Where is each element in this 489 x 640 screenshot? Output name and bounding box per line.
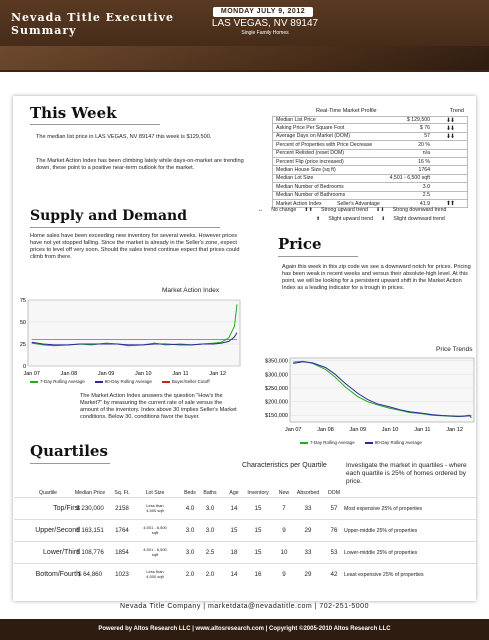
market-profile-table [272,108,468,208]
profile-row-value: 2.5 [422,192,430,199]
report-location: LAS VEGAS, NV 89147 [211,18,319,29]
quartile-cell-beds: 2.0 [185,571,195,578]
quartile-row [14,541,476,563]
mai-legend-item: 7-Day Rolling Average [30,379,85,384]
divider [278,256,358,257]
legend-strong-down: Strong downward trend [392,207,447,213]
quartile-cell-baths: 3.0 [205,505,215,512]
quartile-col-header: Quartile [38,490,58,496]
quartile-cell-q: Lower/Third [43,549,80,556]
y-tick-label: 75 [19,298,26,304]
report-title-line2: Summary [11,24,77,37]
quartile-cell-age: 15 [230,527,238,534]
quartile-cell-price: $ 163,151 [76,527,104,534]
quartile-col-header: Beds [184,490,196,496]
report-subtitle: Single Family Homes [241,30,289,36]
quartile-cell-new: 10 [280,549,288,556]
quartile-cell-inv: 16 [254,571,262,578]
quartile-cell-new: 9 [282,571,286,578]
quartile-description: Upper-middle 25% of properties [344,528,418,534]
this-week-para2: The Market Action Index has been climbing lately while days-on-market are trending down, these point to a positive near-term outlook for the market. [36,158,244,171]
quartile-characteristics-title: Characteristics per Quartile [242,462,327,469]
this-week-heading: This Week [30,104,117,122]
supply-demand-heading: Supply and Demand [30,208,188,224]
divider [30,124,160,125]
x-tick-label: Jan 10 [135,371,152,377]
price-legend-item: 90-Day Rolling Average [365,440,422,445]
mai-chart-title: Market Action Index [162,287,220,294]
quartile-cell-baths: 2.0 [205,571,215,578]
profile-row-label: Median Number of Bedrooms [276,183,344,190]
profile-row-value: 1764 [418,167,430,174]
quartile-cell-lot: Less than 4,500 sqft [146,569,164,579]
quartile-cell-abs: 29 [304,571,312,578]
supply-para: Home sales have been exceeding new inventory for several weeks. However prices have not yet stopped falling. Since the market is already in the Seller's zone, expect prices to level off very soon. Should the sales trend continue expect that prices could climb from there. [30,233,240,260]
x-tick-label: Jan 08 [317,427,334,433]
profile-row-label: Average Days on Market (DOM) [276,133,350,140]
quartile-cell-lot: 4,501 - 6,500 sqft [143,547,167,557]
quartile-cell-sqft: 1023 [115,571,129,578]
x-tick-label: Jan 10 [381,427,399,433]
quartile-cell-inv: 15 [254,549,262,556]
quartile-cell-dom: 57 [330,505,338,512]
x-tick-label: Jan 11 [172,371,189,377]
x-tick-label: Jan 12 [446,427,463,433]
profile-row-value: 4,501 - 6,500 sqft [389,175,430,182]
price-chart-title: Price Trends [436,346,473,353]
quartile-cell-inv: 15 [254,505,262,512]
profile-row-label: Percent Flip (price increased) [276,158,344,165]
quartile-cell-q: Top/First [53,505,80,512]
quartile-col-header: Lot Size [145,490,165,496]
quartile-col-header: Median Price [74,490,106,496]
quartile-cell-sqft: 1764 [115,527,129,534]
profile-row-label: Market Action Index [276,200,322,207]
trend-legend-row2 [316,216,445,222]
quartile-col-header: Inventory [247,490,269,496]
x-tick-label: Jan 12 [209,371,226,377]
profile-row [272,175,468,183]
quartile-cell-new: 7 [282,505,286,512]
mai-legend-item: Buyer/Seller Cutoff [162,379,210,384]
profile-row-value: 20 % [418,141,430,148]
y-tick-label: $150,000 [265,413,288,420]
profile-row-value: $ 129,500 [406,117,430,124]
quartile-description: Least expensive 25% of properties [344,572,424,578]
quartile-cell-lot: Less than 4,500 sqft [146,503,164,513]
divider [30,227,220,228]
y-tick-label: $200,000 [265,399,288,406]
profile-row [272,141,468,149]
quartile-cell-age: 14 [230,505,238,512]
market-action-index-chart [14,296,244,378]
profile-row [272,124,468,132]
quartile-cell-sqft: 1854 [115,549,129,556]
quartiles-heading: Quartiles [30,442,108,460]
quartile-cell-sqft: 2158 [115,505,129,512]
x-tick-label: Jan 07 [284,427,302,433]
profile-row-value: 57 [424,133,430,140]
profile-row [272,166,468,174]
divider [30,463,110,464]
quartile-cell-price: $ 64,860 [77,571,103,578]
quartile-cell-price: $ 108,776 [76,549,104,556]
report-date: MONDAY JULY 9, 2012 [213,7,313,17]
quartile-col-header: DOM [327,490,341,496]
trend-header: Trend [449,108,464,114]
profile-row-label: Median Lot Size [276,175,314,182]
x-tick-label: Jan 09 [97,371,115,377]
price-para: Again this week in this zip code we see a downward notch for prices. Pricing has been weak in recent weeks and versus their absolute-high level. At this point, we will be looking for a persistent upward shift in the Market Action Index as a leading indicator for a trough in prices. [282,264,471,291]
header-ribbon [0,46,489,70]
quartile-cell-new: 9 [282,527,286,534]
quartile-col-header: Age [229,490,239,496]
y-tick-label: 25 [19,342,26,348]
x-tick-label: Jan 08 [60,371,78,377]
plot-area [290,358,474,422]
quartile-cell-baths: 3.0 [205,527,215,534]
profile-row [272,192,468,200]
profile-row: Market Action Index Seller's Advantage 41.9 ⬆⬆ [272,200,468,208]
quartile-cell-abs: 33 [304,549,312,556]
profile-row [272,116,468,124]
profile-row-label: Percent Relisted (reset DOM) [276,150,345,157]
double-down-arrow-icon: ⬇⬇ [376,207,385,213]
profile-row-trend-icon: ⬆⬆ [445,201,455,208]
price-legend [300,440,422,445]
quartile-intro: Investigate the market in quartiles - where each quartile is 25% of homes ordered by price. [346,462,467,485]
powered-by-bar: Powered by Altos Research LLC | www.altosresearch.com | Copyright ©2005-2010 Altos Research LLC [0,619,489,640]
profile-row-value: $ 76 [419,125,430,132]
mai-legend [30,379,210,384]
mai-legend-item: 90-Day Rolling Average [95,379,152,384]
price-heading: Price [278,235,322,253]
y-tick-label: 50 [19,320,26,326]
profile-row [272,150,468,158]
profile-row-label: Median List Price [276,117,316,124]
y-tick-label: 0 [22,364,26,370]
quartile-cell-lot: 4,501 - 6,500 sqft [143,525,167,535]
y-tick-label: $350,000 [265,358,288,365]
quartile-cell-age: 14 [230,571,238,578]
profile-row-trend-icon: ⬇⬇ [445,125,455,132]
quartile-cell-inv: 15 [254,527,262,534]
profile-row-trend-icon: ⬇⬇ [445,133,455,140]
profile-row-label: Asking Price Per Square Foot [276,125,345,132]
mai-note: The Market Action Index answers the question "How's the Market?" by measuring the current rate of sale versus the amount of the inventory. Index above 30 implies Seller's Market conditions. Below 30, conditions favor the buyer. [80,393,237,420]
down-arrow-icon: ⬇ [381,216,386,222]
price-legend-item: 7-Day Rolling Average [300,440,355,445]
y-tick-label: $250,000 [265,385,288,392]
plot-area [28,300,240,366]
header-banner [0,0,489,72]
quartile-cell-beds: 4.0 [185,505,195,512]
double-up-arrow-icon: ⬆⬆ [304,207,313,213]
x-tick-label: Jan 11 [414,427,431,433]
this-week-para1: The median list price in LAS VEGAS, NV 89147 this week is $129,500. [36,134,212,140]
x-tick-label: Jan 09 [349,427,367,433]
quartile-cell-baths: 2.5 [205,549,215,556]
contact-line: Nevada Title Company | marketdata@nevadatitle.com | 702-251-5000 [120,603,369,610]
up-arrow-icon: ⬆ [316,216,321,222]
report-title [11,11,196,37]
quartile-description: Lower-middle 25% of properties [344,550,418,556]
quartile-cell-beds: 3.0 [185,549,195,556]
quartile-row [14,563,476,585]
quartile-cell-q: Upper/Second [35,527,80,534]
quartile-cell-abs: 33 [304,505,312,512]
profile-row-label: Median House Size (sq ft) [276,167,336,174]
profile-row-label: Median Number of Bathrooms [276,192,346,199]
profile-row-label: Percent of Properties with Price Decrease [276,141,373,148]
profile-row-trend-icon: ⬇⬇ [445,117,455,124]
quartile-cell-beds: 3.0 [185,527,195,534]
quartile-row [14,497,476,519]
profile-row-value: n/a [422,150,430,157]
quartile-description: Most expensive 25% of properties [344,506,423,512]
quartile-cell-dom: 53 [330,549,338,556]
legend-slight-up: Slight upward trend [328,216,374,222]
quartile-cell-dom: 76 [330,527,338,534]
quartile-cell-q: Bottom/Fourth [35,571,80,578]
no-change-icon: ↔ [258,207,264,213]
y-tick-label: $300,000 [265,372,288,379]
profile-row-value: 3.0 [422,183,430,190]
quartile-cell-abs: 29 [304,527,312,534]
profile-row [272,183,468,191]
legend-strong-up: Strong upward trend [320,207,368,213]
profile-row [272,133,468,141]
quartile-cell-age: 18 [230,549,238,556]
trend-legend-row1 [258,207,446,213]
market-profile-title: Real-Time Market Profile [316,108,377,114]
profile-row [272,158,468,166]
legend-no-change: No change [271,207,297,213]
profile-row-value: 16 % [418,158,430,165]
price-trends-chart [256,354,478,434]
quartile-col-header: Sq. Ft. [114,490,130,496]
report-title-line1: Nevada Title Executive [11,11,174,24]
quartile-cell-price: $ 230,000 [76,505,104,512]
quartile-col-header: New [278,490,290,496]
quartile-row [14,519,476,541]
legend-slight-down: Slight downward trend [393,216,445,222]
quartile-cell-dom: 42 [330,571,338,578]
x-tick-label: Jan 07 [23,371,40,377]
profile-row-value: 41.9 [419,200,430,207]
quartile-col-header: Baths [203,490,217,496]
quartile-col-header: Absorbed [296,490,320,496]
